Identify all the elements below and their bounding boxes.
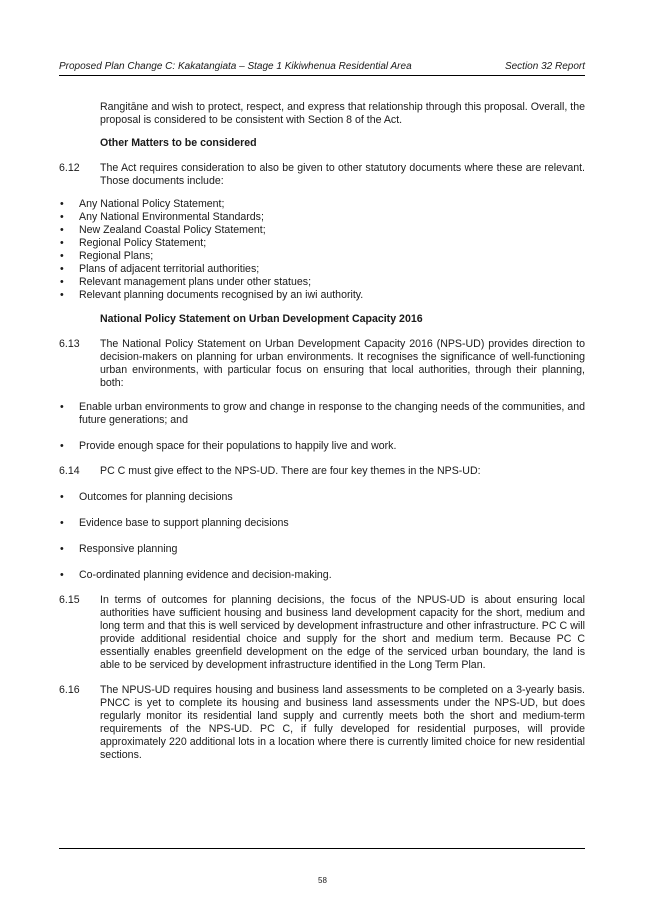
paragraph-text: The National Policy Statement on Urban Development Capacity 2016 (NPS-UD) provides direction to decision-makers on planning for urban environments. It recognises the significance of well-functioning urban environments, with particular focus on ensuring that local authorities, through their planning, both: [100, 338, 585, 389]
paragraph-number: 6.14 [59, 465, 80, 477]
bullet-icon: • [60, 198, 64, 210]
paragraph-number: 6.12 [59, 162, 80, 174]
list-item: • Relevant management plans under other statues; [60, 276, 312, 288]
paragraph-number: 6.13 [59, 338, 80, 350]
bullet-icon: • [60, 289, 64, 301]
page-number: 58 [318, 876, 327, 885]
bullet-icon: • [60, 263, 64, 275]
bullet-icon: • [60, 440, 64, 452]
paragraph-text: The Act requires consideration to also be given to other statutory documents where these are relevant. Those documents include: [100, 162, 585, 187]
list-item: • Relevant planning documents recognised by an iwi authority. [60, 289, 364, 301]
bullet-icon: • [60, 543, 64, 555]
list-item: • New Zealand Coastal Policy Statement; [60, 224, 266, 236]
heading-nps: National Policy Statement on Urban Development Capacity 2016 [100, 313, 423, 325]
section-label: Section 32 Report [504, 61, 585, 72]
list-item: • Regional Plans; [60, 250, 154, 262]
bullet-icon: • [60, 517, 64, 529]
footer-rule [59, 848, 585, 849]
paragraph-6-14 [59, 465, 585, 478]
list-item: • Regional Policy Statement; [60, 237, 207, 249]
paragraph-6-13 [59, 338, 585, 390]
bullet-icon: • [60, 250, 64, 262]
nps-ud-list [59, 401, 585, 453]
list-item: • Enable urban environments to grow and change in response to the changing needs of the communities, and future generations; and [60, 401, 585, 426]
list-item: • Any National Policy Statement; [60, 198, 225, 210]
paragraph-text: In terms of outcomes for planning decisions, the focus of the NPUS-UD is about ensuring local authorities have sufficient housing and business land development capacity for the short, medium and long term and that this is well serviced by development infrastructure and other infrastructure. PC C will provide additional residential choice and supply for the short and medium term. Because PC C essentially enables greenfield development on the edge of the serviced urban boundary, the land is able to be serviced by development infrastructure identified in the Long Term Plan. [100, 594, 585, 671]
list-item: • Co-ordinated planning evidence and decision-making. [60, 569, 332, 581]
list-item: • Provide enough space for their populations to happily live and work. [60, 440, 397, 452]
key-themes-list [59, 491, 585, 582]
list-item: • Plans of adjacent territorial authorities; [60, 263, 260, 275]
list-item: • Outcomes for planning decisions [60, 491, 233, 503]
document-title: Proposed Plan Change C: Kakatangiata – Stage 1 Kikiwhenua Residential Area [59, 61, 412, 72]
bullet-icon: • [60, 211, 64, 223]
paragraph-number: 6.15 [59, 594, 80, 606]
header-rule [59, 75, 585, 76]
paragraph-text: PC C must give effect to the NPS-UD. There are four key themes in the NPS-UD: [100, 465, 481, 477]
bullet-icon: • [60, 401, 64, 413]
paragraph-6-12 [59, 162, 585, 188]
page-header [59, 61, 585, 72]
heading-other-matters: Other Matters to be considered [100, 137, 257, 149]
statutory-documents-list [59, 198, 585, 302]
bullet-icon: • [60, 224, 64, 236]
bullet-icon: • [60, 276, 64, 288]
paragraph-text: The NPUS-UD requires housing and business land assessments to be completed on a 3-yearly basis. PNCC is yet to complete its housing and business land assessments under the NPS-UD, but does regularly monitor its residential land supply and currently meets both the short and medium-term requirements of the NPS-UD. PC C, if fully developed for residential purposes, will provide approximately 220 additional lots in a location where there is currently limited choice for new residential sections. [100, 684, 585, 761]
paragraph-6-15 [59, 594, 585, 672]
intro-paragraph: Rangitāne and wish to protect, respect, and express that relationship through this proposal. Overall, the proposal is considered to be consistent with Section 8 of the Act. [100, 101, 585, 126]
list-item: • Responsive planning [60, 543, 178, 555]
paragraph-number: 6.16 [59, 684, 80, 696]
document-body [59, 101, 585, 762]
bullet-icon: • [60, 569, 64, 581]
bullet-icon: • [60, 491, 64, 503]
paragraph-6-16 [59, 684, 585, 762]
list-item: • Evidence base to support planning decisions [60, 517, 289, 529]
list-item: • Any National Environmental Standards; [60, 211, 264, 223]
bullet-icon: • [60, 237, 64, 249]
